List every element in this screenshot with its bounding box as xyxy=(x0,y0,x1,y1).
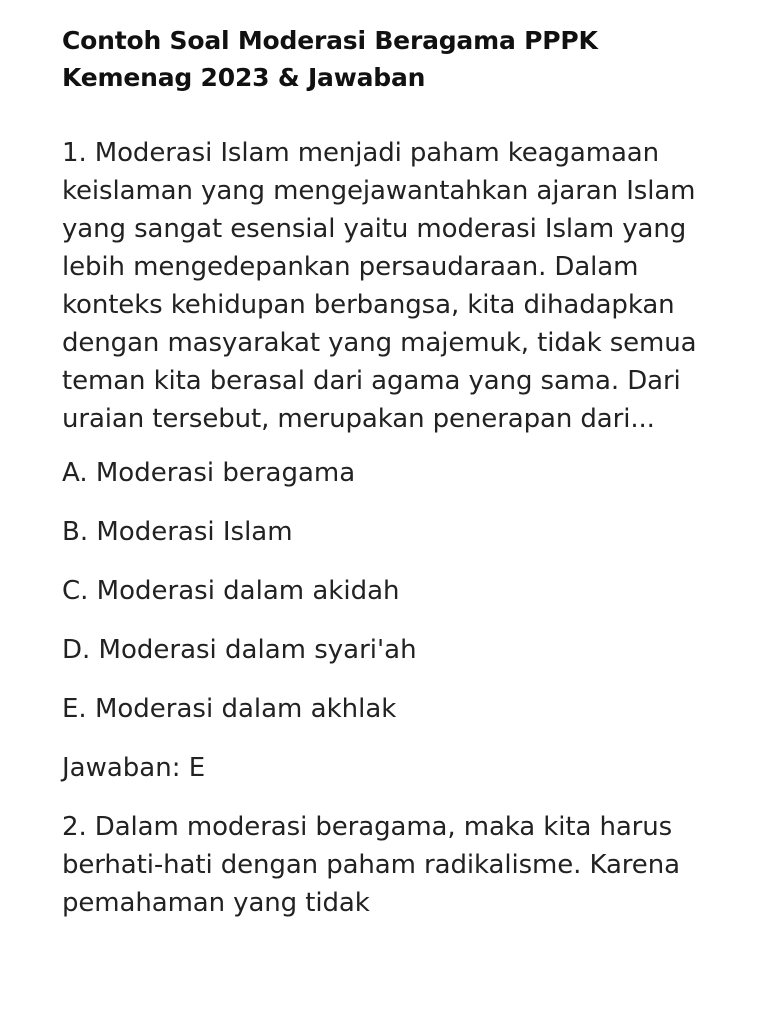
option-e: E. Moderasi dalam akhlak xyxy=(62,694,397,724)
question-1-answer: Jawaban: E xyxy=(62,753,206,783)
option-b: B. Moderasi Islam xyxy=(62,517,293,547)
question-1-text: 1. Moderasi Islam menjadi paham keagamaan keislaman yang mengejawantahkan ajaran Islam yang sangat esensial yaitu moderasi Islam yang lebih mengedepankan persaudaraan. Dalam konteks kehidupan berbangsa, kita dihadapkan dengan masyarakat yang majemuk, tidak semua teman kita berasal dari agama yang sama. Dari uraian tersebut, merupakan penerapan dari... xyxy=(62,138,697,434)
article-title: Contoh Soal Moderasi Beragama PPPK Kemenag 2023 & Jawaban xyxy=(62,26,598,92)
option-c: C. Moderasi dalam akidah xyxy=(62,576,400,606)
option-a: A. Moderasi beragama xyxy=(62,458,356,488)
question-1-options xyxy=(62,454,728,728)
question-2-text: 2. Dalam moderasi beragama, maka kita harus berhati-hati dengan paham radikalisme. Karena pemahaman yang tidak xyxy=(62,812,680,918)
option-d: D. Moderasi dalam syari'ah xyxy=(62,635,417,665)
